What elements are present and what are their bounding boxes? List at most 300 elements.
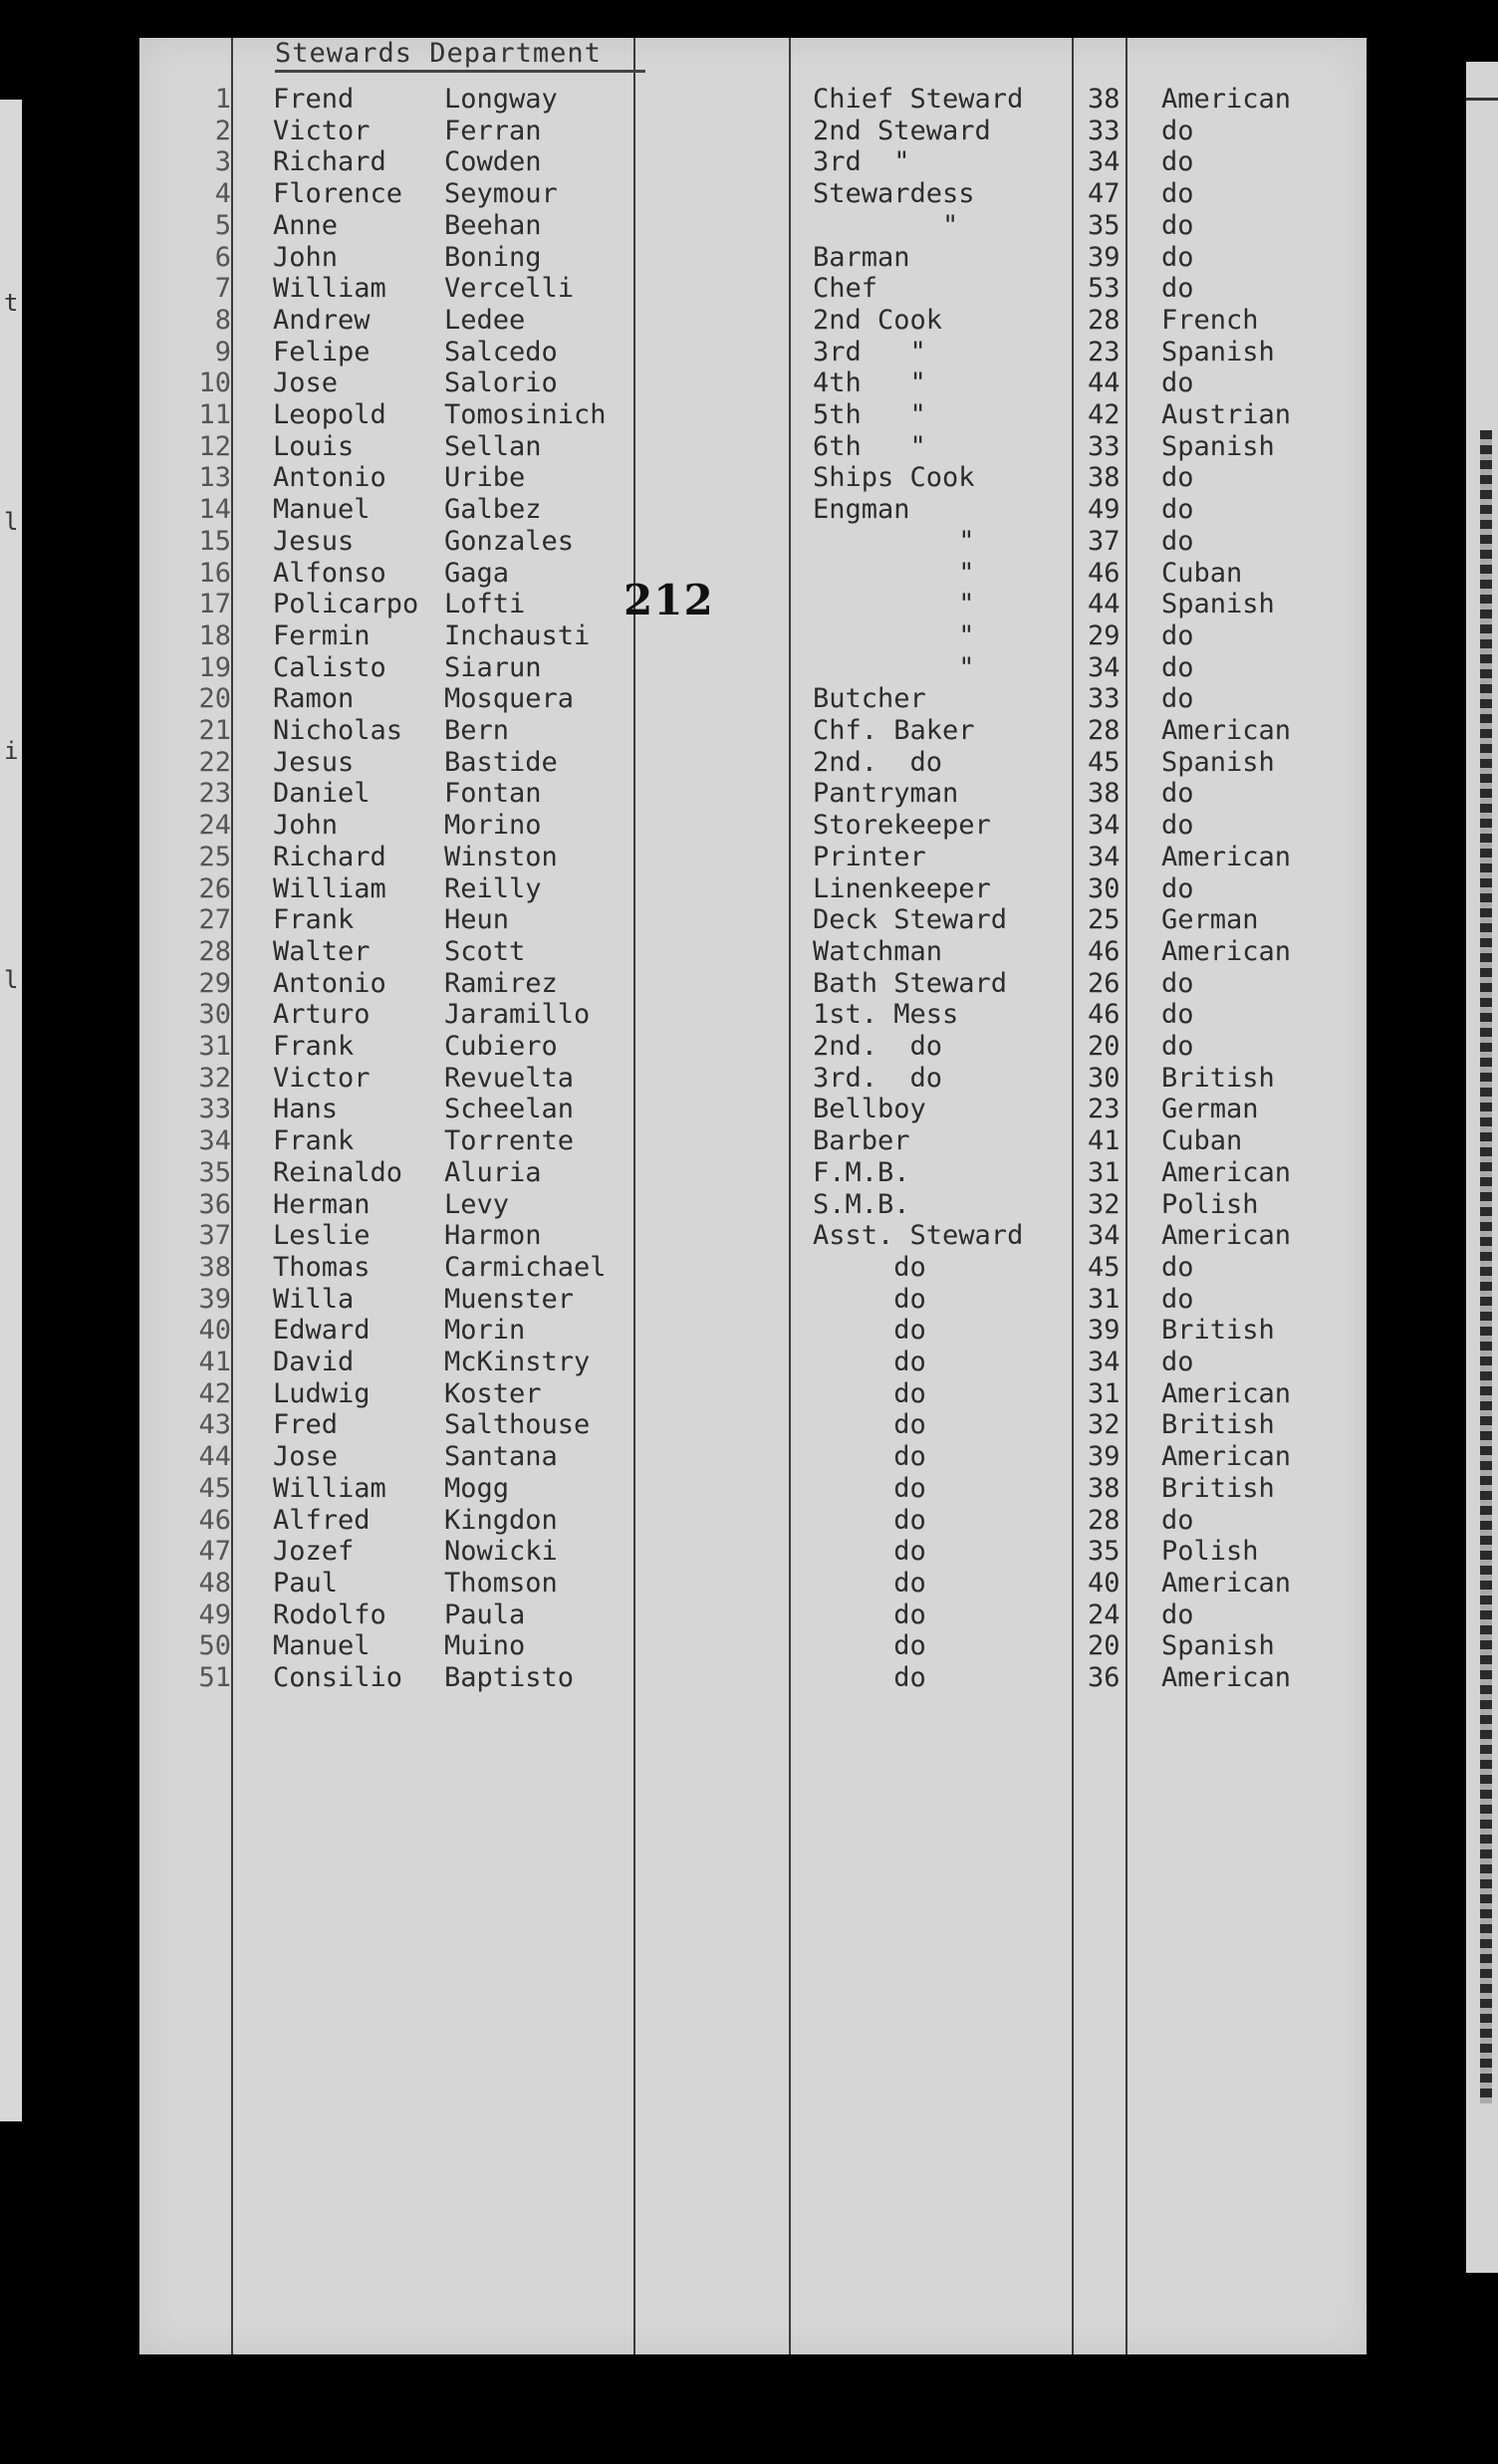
surname: Cowden [444,146,542,178]
age: 26 [1088,967,1121,999]
given-name: Victor [273,115,371,146]
given-name: Thomas [273,1251,371,1283]
age: 34 [1088,1347,1121,1377]
rating: " [813,209,959,241]
surname: Harmon [444,1220,542,1252]
surname: Tomosinich [444,399,607,430]
surname: Galbez [444,494,542,526]
surname: Salcedo [444,336,558,368]
row-number: 14 [198,494,231,526]
nationality: do [1161,810,1194,842]
surname: Mosquera [444,683,575,715]
age: 36 [1088,1662,1121,1693]
surname: Baptisto [444,1662,575,1693]
rating: 5th " [813,399,926,430]
row-number: 19 [198,651,231,683]
given-name: Richard [273,841,386,872]
table-row [139,1031,1367,1063]
age: 39 [1088,1315,1121,1347]
given-name: Frank [273,904,355,936]
row-number: 12 [198,430,231,462]
given-name: Daniel [273,778,371,810]
row-number: 13 [198,462,231,494]
age: 24 [1088,1599,1121,1630]
nationality: do [1161,209,1194,241]
rating: 4th " [813,368,926,399]
age: 28 [1088,304,1121,336]
rating: 2nd. do [813,1031,943,1062]
nationality: Polish [1161,1536,1259,1568]
row-number: 22 [198,746,231,778]
row-number: 7 [214,273,231,305]
surname: Seymour [444,178,558,210]
table-row [139,1473,1367,1505]
surname: Carmichael [444,1251,607,1283]
rating: Chf. Baker [813,715,975,746]
table-row [139,968,1367,1000]
surname: Ramirez [444,967,558,999]
surname: Muino [444,1630,526,1662]
given-name: Policarpo [273,589,419,620]
row-number: 46 [198,1504,231,1536]
age: 33 [1088,430,1121,462]
nationality: do [1161,967,1194,999]
age: 34 [1088,146,1121,178]
rating: Engman [813,494,910,526]
nationality: do [1161,1283,1194,1315]
age: 40 [1088,1567,1121,1599]
rating: Bath Steward [813,967,1008,999]
given-name: Victor [273,1062,371,1094]
row-number: 17 [198,589,231,620]
given-name: Frank [273,1125,355,1157]
table-row [139,1094,1367,1125]
given-name: Richard [273,146,386,178]
given-name: Felipe [273,336,371,368]
rating: do [813,1567,926,1599]
nationality: American [1161,715,1292,746]
nationality: do [1161,178,1194,210]
row-number: 11 [198,399,231,430]
row-number: 41 [198,1347,231,1377]
surname: Fontan [444,778,542,810]
table-row [139,494,1367,526]
row-number: 2 [214,115,231,146]
surname: Vercelli [444,273,575,305]
rating: 3rd " [813,146,910,178]
row-number: 48 [198,1567,231,1599]
table-row [139,715,1367,747]
age: 37 [1088,525,1121,557]
rating: Pantryman [813,778,959,810]
rating: Ships Cook [813,462,975,494]
row-number: 36 [198,1188,231,1220]
age: 30 [1088,872,1121,904]
rating: Watchman [813,935,943,967]
surname: Nowicki [444,1536,558,1568]
table-row [139,1063,1367,1095]
age: 38 [1088,778,1121,810]
age: 39 [1088,241,1121,273]
rating: " [813,589,975,620]
given-name: Alfonso [273,557,386,589]
table-row [139,399,1367,431]
row-number: 21 [198,715,231,746]
row-number: 25 [198,841,231,872]
margin-letter: l [4,966,19,994]
table-row [139,242,1367,274]
given-name: Manuel [273,494,371,526]
surname: Siarun [444,651,542,683]
table-row [139,1409,1367,1441]
nationality: Spanish [1161,336,1275,368]
age: 23 [1088,1094,1121,1125]
crew-list-sheet [139,38,1367,2354]
nationality: Cuban [1161,1125,1243,1157]
surname: Ledee [444,304,526,336]
surname: Salorio [444,368,558,399]
rating: Butcher [813,683,926,715]
table-row [139,1284,1367,1316]
rating: 1st. Mess [813,999,959,1031]
row-number: 30 [198,999,231,1031]
given-name: Paul [273,1567,339,1599]
given-name: Edward [273,1315,371,1347]
given-name: Reinaldo [273,1156,403,1188]
table-row [139,936,1367,968]
row-number: 47 [198,1536,231,1568]
given-name: Louis [273,430,355,462]
surname: Kingdon [444,1504,558,1536]
row-number: 24 [198,810,231,842]
row-number: 51 [198,1662,231,1693]
given-name: William [273,1472,386,1504]
given-name: Ramon [273,683,355,715]
page-number-stamp: 212 [624,576,714,624]
given-name: Leslie [273,1220,371,1252]
row-number: 16 [198,557,231,589]
surname: Cubiero [444,1031,558,1062]
nationality: American [1161,1567,1292,1599]
row-number: 5 [214,209,231,241]
surname: Thomson [444,1567,558,1599]
age: 46 [1088,935,1121,967]
table-row [139,1220,1367,1252]
rating: Barman [813,241,910,273]
table-row [139,146,1367,178]
table-row [139,810,1367,842]
table-row [139,116,1367,147]
given-name: Hans [273,1094,339,1125]
nationality: American [1161,1156,1292,1188]
row-number: 40 [198,1315,231,1347]
surname: Scott [444,935,526,967]
surname: Gaga [444,557,510,589]
table-row [139,1662,1367,1694]
given-name: Frend [273,84,355,115]
given-name: Antonio [273,462,386,494]
given-name: Willa [273,1283,355,1315]
surname: Levy [444,1188,510,1220]
surname: Boning [444,241,542,273]
row-number: 32 [198,1062,231,1094]
given-name: Jose [273,1441,339,1473]
nationality: American [1161,1377,1292,1409]
surname: Paula [444,1599,526,1630]
table-row [139,1378,1367,1410]
table-row [139,1157,1367,1189]
given-name: Calisto [273,651,386,683]
surname: Longway [444,84,558,115]
row-number: 31 [198,1031,231,1062]
rating: Storekeeper [813,810,991,842]
nationality: British [1161,1062,1275,1094]
surname: Koster [444,1377,542,1409]
row-number: 9 [214,336,231,368]
age: 31 [1088,1156,1121,1188]
nationality: do [1161,1504,1194,1536]
nationality: Spanish [1161,746,1275,778]
surname: Bern [444,715,510,746]
given-name: Andrew [273,304,371,336]
age: 46 [1088,999,1121,1031]
surname: Heun [444,904,510,936]
given-name: Leopold [273,399,386,430]
surname: Winston [444,841,558,872]
rating: 2nd Cook [813,304,943,336]
nationality: do [1161,1599,1194,1630]
rating: " [813,619,975,651]
row-number: 4 [214,178,231,210]
rating: Chief Steward [813,84,1024,115]
age: 41 [1088,1125,1121,1157]
row-number: 35 [198,1156,231,1188]
row-number: 33 [198,1094,231,1125]
given-name: Jesus [273,746,355,778]
nationality: do [1161,1031,1194,1062]
age: 44 [1088,368,1121,399]
row-number: 43 [198,1409,231,1441]
nationality: Cuban [1161,557,1243,589]
row-number: 27 [198,904,231,936]
rating: Stewardess [813,178,975,210]
row-number: 49 [198,1599,231,1630]
table-row [139,1441,1367,1473]
table-row [139,178,1367,210]
given-name: Arturo [273,999,371,1031]
table-row [139,462,1367,494]
age: 44 [1088,589,1121,620]
row-number: 38 [198,1251,231,1283]
surname: Reilly [444,872,542,904]
given-name: John [273,241,339,273]
divider [1466,98,1498,101]
table-row [139,84,1367,116]
table-row [139,526,1367,558]
age: 28 [1088,715,1121,746]
binding-strip [1480,430,1492,2103]
given-name: Florence [273,178,403,210]
nationality: Spanish [1161,589,1275,620]
row-number: 34 [198,1125,231,1157]
nationality: do [1161,273,1194,305]
surname: Bastide [444,746,558,778]
rating: Asst. Steward [813,1220,1024,1252]
nationality: French [1161,304,1259,336]
table-row [139,873,1367,905]
age: 33 [1088,683,1121,715]
rating: Barber [813,1125,910,1157]
surname: Scheelan [444,1094,575,1125]
row-number: 29 [198,967,231,999]
nationality: American [1161,1441,1292,1473]
nationality: do [1161,241,1194,273]
table-row [139,558,1367,590]
row-number: 3 [214,146,231,178]
nationality: do [1161,525,1194,557]
rating: Bellboy [813,1094,926,1125]
rating: " [813,525,975,557]
rating: Linenkeeper [813,872,991,904]
age: 35 [1088,209,1121,241]
table-row [139,747,1367,779]
nationality: Austrian [1161,399,1292,430]
nationality: American [1161,1662,1292,1693]
surname: Morin [444,1315,526,1347]
given-name: Walter [273,935,371,967]
row-number: 37 [198,1220,231,1252]
age: 32 [1088,1188,1121,1220]
rating: do [813,1409,926,1441]
age: 34 [1088,841,1121,872]
age: 42 [1088,399,1121,430]
table-row [139,1189,1367,1221]
rating: Deck Steward [813,904,1008,936]
nationality: do [1161,146,1194,178]
surname: Aluria [444,1156,542,1188]
table-row [139,842,1367,873]
nationality: American [1161,841,1292,872]
age: 31 [1088,1377,1121,1409]
nationality: do [1161,778,1194,810]
rating: do [813,1251,926,1283]
given-name: Frank [273,1031,355,1062]
rating: 3rd. do [813,1062,943,1094]
row-number: 28 [198,935,231,967]
nationality: British [1161,1409,1275,1441]
margin-letter: l [4,508,19,536]
age: 39 [1088,1441,1121,1473]
rating: do [813,1662,926,1693]
row-number: 39 [198,1283,231,1315]
table-row [139,904,1367,936]
age: 49 [1088,494,1121,526]
age: 34 [1088,651,1121,683]
rating: 3rd " [813,336,926,368]
surname: Inchausti [444,619,591,651]
age: 35 [1088,1536,1121,1568]
surname: Morino [444,810,542,842]
table-row [139,999,1367,1031]
table-row [139,210,1367,242]
rating: 6th " [813,430,926,462]
given-name: Ludwig [273,1377,371,1409]
age: 45 [1088,746,1121,778]
given-name: Rodolfo [273,1599,386,1630]
rating: do [813,1347,926,1377]
row-number: 18 [198,619,231,651]
row-number: 20 [198,683,231,715]
nationality: do [1161,872,1194,904]
table-row [139,1630,1367,1662]
rating: do [813,1315,926,1347]
nationality: German [1161,904,1259,936]
age: 38 [1088,462,1121,494]
age: 29 [1088,619,1121,651]
row-number: 23 [198,778,231,810]
rating: do [813,1377,926,1409]
given-name: Alfred [273,1504,371,1536]
nationality: Polish [1161,1188,1259,1220]
nationality: do [1161,1251,1194,1283]
rating: 2nd. do [813,746,943,778]
nationality: do [1161,494,1194,526]
age: 20 [1088,1031,1121,1062]
surname: Santana [444,1441,558,1473]
nationality: do [1161,651,1194,683]
table-row [139,778,1367,810]
table-row [139,1536,1367,1568]
table-row [139,337,1367,369]
rating: " [813,651,975,683]
rating: Chef [813,273,878,305]
row-number: 1 [214,84,231,115]
given-name: John [273,810,339,842]
age: 38 [1088,1472,1121,1504]
given-name: William [273,273,386,305]
surname: Revuelta [444,1062,575,1094]
row-number: 8 [214,304,231,336]
left-page-edge [0,100,22,2121]
nationality: American [1161,1220,1292,1252]
table-row [139,431,1367,463]
given-name: David [273,1347,355,1377]
row-number: 15 [198,525,231,557]
age: 53 [1088,273,1121,305]
given-name: William [273,872,386,904]
age: 34 [1088,810,1121,842]
given-name: Fermin [273,619,371,651]
table-row [139,1600,1367,1631]
table-row [139,1125,1367,1157]
nationality: do [1161,115,1194,146]
department-heading: Stewards Department [275,38,602,69]
table-row [139,1315,1367,1347]
nationality: British [1161,1472,1275,1504]
table-row [139,1252,1367,1284]
rating: 2nd Steward [813,115,991,146]
surname: Muenster [444,1283,575,1315]
nationality: Spanish [1161,1630,1275,1662]
given-name: Consilio [273,1662,403,1693]
row-number: 50 [198,1630,231,1662]
nationality: British [1161,1315,1275,1347]
table-row [139,683,1367,715]
rating: do [813,1536,926,1568]
nationality: do [1161,1347,1194,1377]
surname: Mogg [444,1472,510,1504]
surname: Jaramillo [444,999,591,1031]
